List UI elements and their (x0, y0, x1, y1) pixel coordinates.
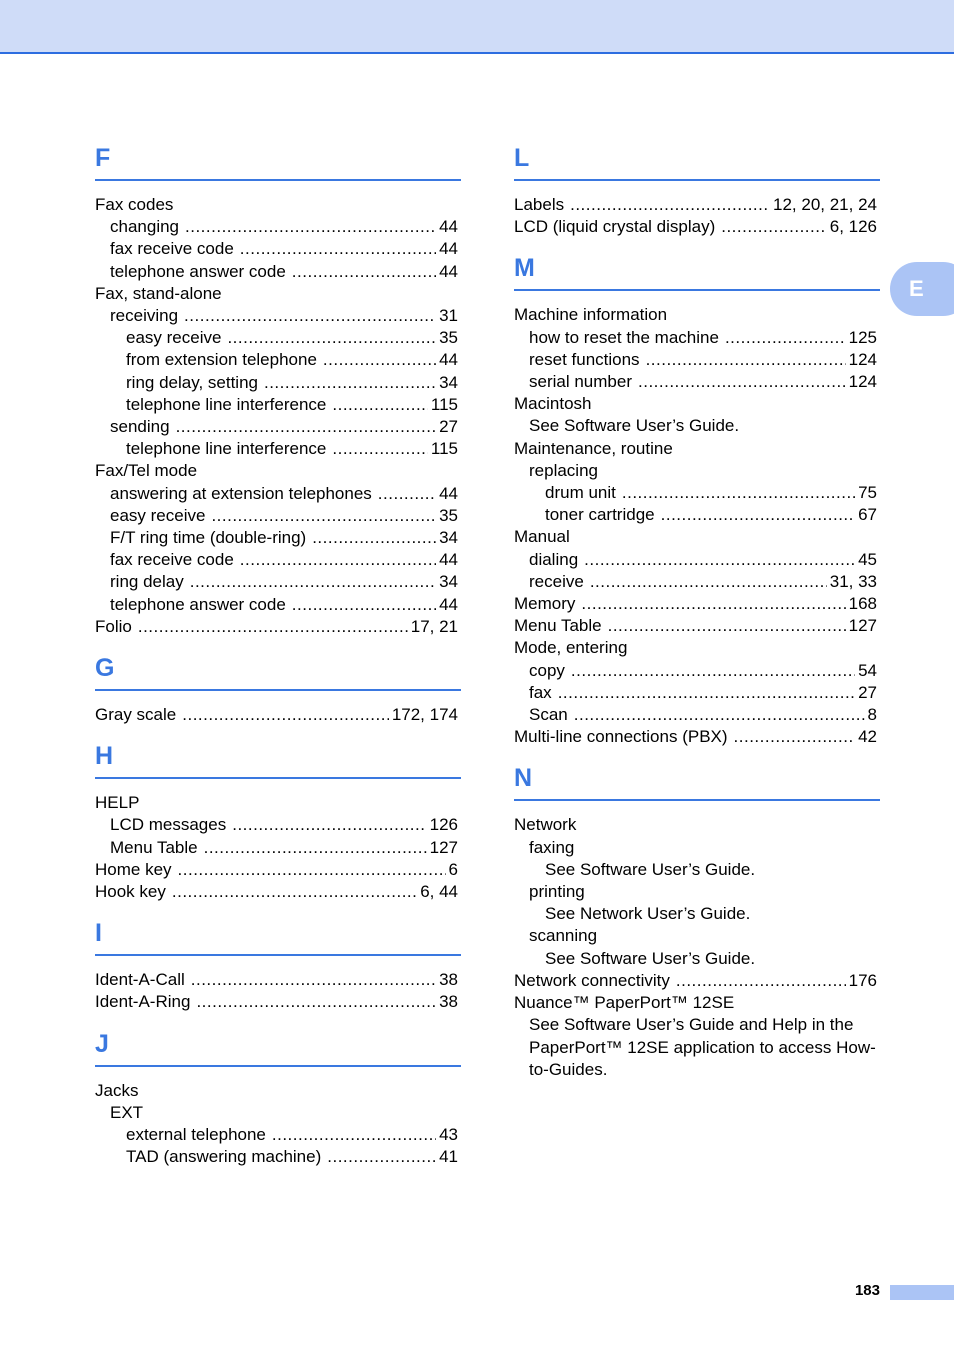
index-entry (514, 482, 880, 504)
index-entry (514, 726, 880, 748)
index-term: serial number (529, 372, 632, 392)
index-page-refs[interactable]: 176 (848, 970, 877, 990)
index-page-refs[interactable]: 12, 20, 21, 24 (773, 195, 877, 214)
index-term: TAD (answering machine) (126, 1147, 322, 1167)
index-page-refs[interactable]: 34 (439, 572, 458, 592)
index-entry (514, 571, 880, 593)
index-term: how to reset the machine (529, 327, 719, 347)
dot-leader (638, 371, 846, 393)
index-page-refs[interactable]: 31 (439, 306, 458, 326)
index-term: See Software User’s Guide and Help in the PaperPort™ 12SE application to access How-to-Guides. (529, 1015, 876, 1079)
dot-leader (646, 349, 846, 371)
dot-leader (240, 238, 436, 260)
index-term: easy receive (110, 505, 206, 525)
index-page-refs[interactable]: 42 (858, 727, 877, 747)
index-entry (95, 1102, 461, 1124)
dot-leader (721, 216, 827, 238)
index-term: ring delay (110, 572, 184, 592)
index-term: Menu Table (110, 837, 198, 857)
index-term: Scan (529, 705, 568, 725)
index-page-refs[interactable]: 124 (848, 372, 877, 392)
index-entry (95, 792, 461, 814)
index-term: Menu Table (514, 616, 602, 636)
index-page-refs[interactable]: 115 (430, 439, 458, 459)
index-section-g (95, 653, 461, 726)
index-entry (514, 549, 880, 571)
index-page-refs[interactable]: 44 (439, 350, 458, 370)
index-term: See Network User’s Guide. (545, 904, 751, 924)
index-entry (95, 814, 461, 836)
index-entry (95, 859, 461, 881)
index-entry (514, 526, 880, 548)
index-term: LCD messages (110, 815, 227, 835)
index-page-refs[interactable]: 172, 174 (391, 705, 458, 725)
dot-leader (570, 194, 770, 216)
index-term: Machine information (514, 305, 668, 325)
index-entry (95, 216, 461, 238)
index-term: receiving (110, 306, 179, 326)
index-entry (514, 970, 880, 992)
index-term: Fax, stand-alone (95, 283, 222, 303)
dot-leader (292, 594, 436, 616)
index-term: sending (110, 417, 170, 437)
index-entry (95, 460, 461, 482)
index-term: Home key (95, 859, 172, 879)
index-page-refs[interactable]: 115 (430, 394, 458, 414)
index-page-refs[interactable]: 6 (448, 859, 458, 879)
index-entry (95, 261, 461, 283)
dot-leader (185, 216, 436, 238)
index-section-m (514, 253, 880, 748)
index-entry (95, 527, 461, 549)
index-term: from extension telephone (126, 350, 317, 370)
dot-leader (312, 527, 436, 549)
index-page-refs[interactable]: 8 (867, 705, 877, 725)
index-page-refs[interactable]: 34 (439, 528, 458, 548)
index-page-refs[interactable]: 6, 126 (829, 217, 877, 237)
index-page-refs[interactable]: 6, 44 (420, 882, 458, 902)
index-page-refs[interactable]: 75 (858, 483, 877, 503)
index-entry (514, 349, 880, 371)
index-page-refs[interactable]: 41 (439, 1147, 458, 1167)
index-entry (514, 460, 880, 482)
dot-leader (581, 593, 845, 615)
dot-leader (264, 372, 436, 394)
index-entry (514, 903, 880, 925)
index-entry (95, 571, 461, 593)
index-term: Ident-A-Ring (95, 992, 191, 1012)
section-letter-heading: L (514, 143, 880, 181)
index-entry (514, 814, 880, 836)
index-entry (514, 327, 880, 349)
index-section-j (95, 1029, 461, 1169)
index-page-refs[interactable]: 44 (439, 483, 458, 503)
index-entry (95, 438, 461, 460)
index-entry (95, 238, 461, 260)
index-column-left (95, 143, 461, 1169)
index-entry (95, 416, 461, 438)
dot-leader (191, 969, 436, 991)
dot-leader (272, 1124, 436, 1146)
index-entry (514, 371, 880, 393)
index-entry (514, 593, 880, 615)
dot-leader (571, 660, 855, 682)
index-page-refs[interactable]: 44 (439, 217, 458, 237)
dot-leader (196, 991, 436, 1013)
dot-leader (661, 504, 855, 526)
section-letter-heading: I (95, 918, 461, 956)
index-term: easy receive (126, 328, 222, 348)
index-term: Network connectivity (514, 970, 670, 990)
page-number: 183 (854, 1282, 880, 1299)
index-entry (95, 549, 461, 571)
dot-leader (676, 970, 846, 992)
index-page-refs[interactable]: 35 (439, 505, 458, 525)
index-entry (95, 349, 461, 371)
section-letter-heading: F (95, 143, 461, 181)
dot-leader (184, 305, 436, 327)
index-term: toner cartridge (545, 505, 655, 525)
index-page-refs[interactable]: 27 (439, 417, 458, 437)
dot-leader (378, 483, 436, 505)
index-page-refs[interactable]: 38 (439, 992, 458, 1012)
index-entry (514, 615, 880, 637)
chapter-tab[interactable]: E (890, 262, 954, 316)
index-entry (95, 394, 461, 416)
index-page-refs[interactable]: 43 (439, 1125, 458, 1145)
index-term: See Software User’s Guide. (545, 859, 756, 879)
dot-leader (240, 549, 436, 571)
index-entry (514, 925, 880, 947)
index-term: HELP (95, 793, 140, 813)
index-page-refs[interactable]: 44 (439, 594, 458, 614)
index-entry (514, 304, 880, 326)
index-entry (514, 1014, 880, 1081)
dot-leader (725, 327, 846, 349)
index-term: Fax codes (95, 195, 174, 214)
index-term: F/T ring time (double-ring) (110, 528, 307, 548)
index-entry (514, 948, 880, 970)
index-entry (514, 415, 880, 437)
index-entry (514, 393, 880, 415)
index-term: Fax/Tel mode (95, 461, 198, 481)
dot-leader (558, 682, 855, 704)
index-page-refs[interactable]: 127 (429, 837, 458, 857)
index-term: changing (110, 217, 180, 237)
section-letter-heading: M (514, 253, 880, 291)
index-entry (95, 881, 461, 903)
index-page-refs[interactable]: 44 (439, 239, 458, 259)
index-term: Network (514, 815, 577, 835)
index-section-f (95, 143, 461, 638)
dot-leader (292, 261, 436, 283)
index-page-refs[interactable]: 31, 33 (829, 571, 877, 591)
index-entry (95, 704, 461, 726)
index-entry (514, 682, 880, 704)
dot-leader (574, 704, 865, 726)
index-term: dialing (529, 549, 579, 569)
index-term: telephone answer code (110, 261, 286, 281)
index-section-i (95, 918, 461, 1013)
index-term: fax receive code (110, 239, 234, 259)
dot-leader (332, 438, 428, 460)
index-term: Jacks (95, 1080, 139, 1100)
index-page-refs[interactable]: 67 (858, 505, 877, 525)
index-entry (95, 1124, 461, 1146)
index-entry (514, 837, 880, 859)
index-entry (514, 992, 880, 1014)
index-entry (95, 305, 461, 327)
dot-leader (172, 881, 417, 903)
index-page-refs[interactable]: 127 (848, 616, 877, 636)
index-page-refs[interactable]: 27 (858, 682, 877, 702)
index-term: Nuance™ PaperPort™ 12SE (514, 993, 735, 1013)
section-letter-heading: G (95, 653, 461, 691)
dot-leader (327, 1146, 436, 1168)
dot-leader (182, 704, 389, 726)
index-entry (95, 505, 461, 527)
index-page-refs[interactable]: 17, 21 (410, 616, 458, 636)
index-term: scanning (529, 926, 598, 946)
dot-leader (622, 482, 855, 504)
dot-leader (608, 615, 846, 637)
index-entry (95, 837, 461, 859)
index-page-refs[interactable]: 54 (858, 660, 877, 680)
index-term: faxing (529, 837, 575, 857)
index-page-refs[interactable]: 124 (848, 349, 877, 369)
index-term: replacing (529, 460, 598, 480)
index-entry (95, 594, 461, 616)
index-term: Mode, entering (514, 638, 628, 658)
index-page-refs[interactable]: 168 (848, 594, 877, 614)
dot-leader (232, 814, 426, 836)
index-page-refs[interactable]: 126 (429, 815, 458, 835)
index-entry (95, 1080, 461, 1102)
index-entry (95, 969, 461, 991)
page-header-band (0, 0, 954, 54)
index-term: telephone answer code (110, 594, 286, 614)
index-entry (514, 504, 880, 526)
index-entry (514, 216, 880, 238)
index-page-refs[interactable]: 45 (858, 549, 877, 569)
index-entry (514, 859, 880, 881)
index-term: LCD (liquid crystal display) (514, 217, 716, 237)
dot-leader (138, 616, 408, 638)
index-term: Hook key (95, 882, 166, 902)
index-term: telephone line interference (126, 394, 327, 414)
dot-leader (204, 837, 427, 859)
index-entry (95, 327, 461, 349)
index-term: Multi-line connections (PBX) (514, 727, 728, 747)
index-entry (514, 660, 880, 682)
index-term: See Software User’s Guide. (545, 948, 756, 968)
index-entry (95, 1146, 461, 1168)
index-entry (95, 483, 461, 505)
index-term: fax receive code (110, 550, 234, 570)
index-entry (514, 704, 880, 726)
index-page-refs[interactable]: 44 (439, 261, 458, 281)
section-letter-heading: H (95, 741, 461, 779)
index-term: Labels (514, 195, 565, 214)
index-entry (514, 194, 880, 216)
dot-leader (323, 349, 436, 371)
index-section-l (514, 143, 880, 238)
dot-leader (176, 416, 437, 438)
index-term: Memory (514, 594, 576, 614)
index-term: ring delay, setting (126, 372, 258, 392)
index-term: Macintosh (514, 394, 592, 414)
index-section-h (95, 741, 461, 903)
index-page-refs[interactable]: 38 (439, 970, 458, 990)
index-term: drum unit (545, 483, 616, 503)
page-number-bar (890, 1285, 954, 1300)
index-term: Manual (514, 527, 570, 547)
dot-leader (332, 394, 428, 416)
index-term: Ident-A-Call (95, 970, 185, 990)
index-term: Folio (95, 616, 132, 636)
index-page-refs[interactable]: 35 (439, 328, 458, 348)
index-entry (514, 881, 880, 903)
index-term: telephone line interference (126, 439, 327, 459)
index-entry (95, 283, 461, 305)
section-letter-heading: N (514, 763, 880, 801)
index-term: EXT (110, 1102, 144, 1122)
index-entry (95, 991, 461, 1013)
dot-leader (178, 859, 446, 881)
dot-leader (227, 327, 436, 349)
index-entry (514, 637, 880, 659)
index-term: Gray scale (95, 705, 177, 725)
index-term: Maintenance, routine (514, 438, 673, 458)
index-section-n (514, 763, 880, 1080)
dot-leader (211, 505, 436, 527)
dot-leader (734, 726, 856, 748)
index-term: copy (529, 660, 565, 680)
index-page-refs[interactable]: 44 (439, 550, 458, 570)
index-entry (95, 616, 461, 638)
index-term: printing (529, 882, 585, 902)
index-term: See Software User’s Guide. (529, 416, 740, 436)
section-letter-heading: J (95, 1029, 461, 1067)
index-term: answering at extension telephones (110, 483, 372, 503)
index-term: external telephone (126, 1125, 266, 1145)
index-page-refs[interactable]: 125 (848, 327, 877, 347)
index-page-refs[interactable]: 34 (439, 372, 458, 392)
index-term: reset functions (529, 349, 640, 369)
index-term: fax (529, 682, 552, 702)
index-term: receive (529, 571, 584, 591)
dot-leader (590, 571, 827, 593)
index-entry (95, 194, 461, 216)
index-entry (514, 438, 880, 460)
dot-leader (584, 549, 855, 571)
index-entry (95, 372, 461, 394)
index-column-right (514, 143, 880, 1081)
dot-leader (190, 571, 436, 593)
